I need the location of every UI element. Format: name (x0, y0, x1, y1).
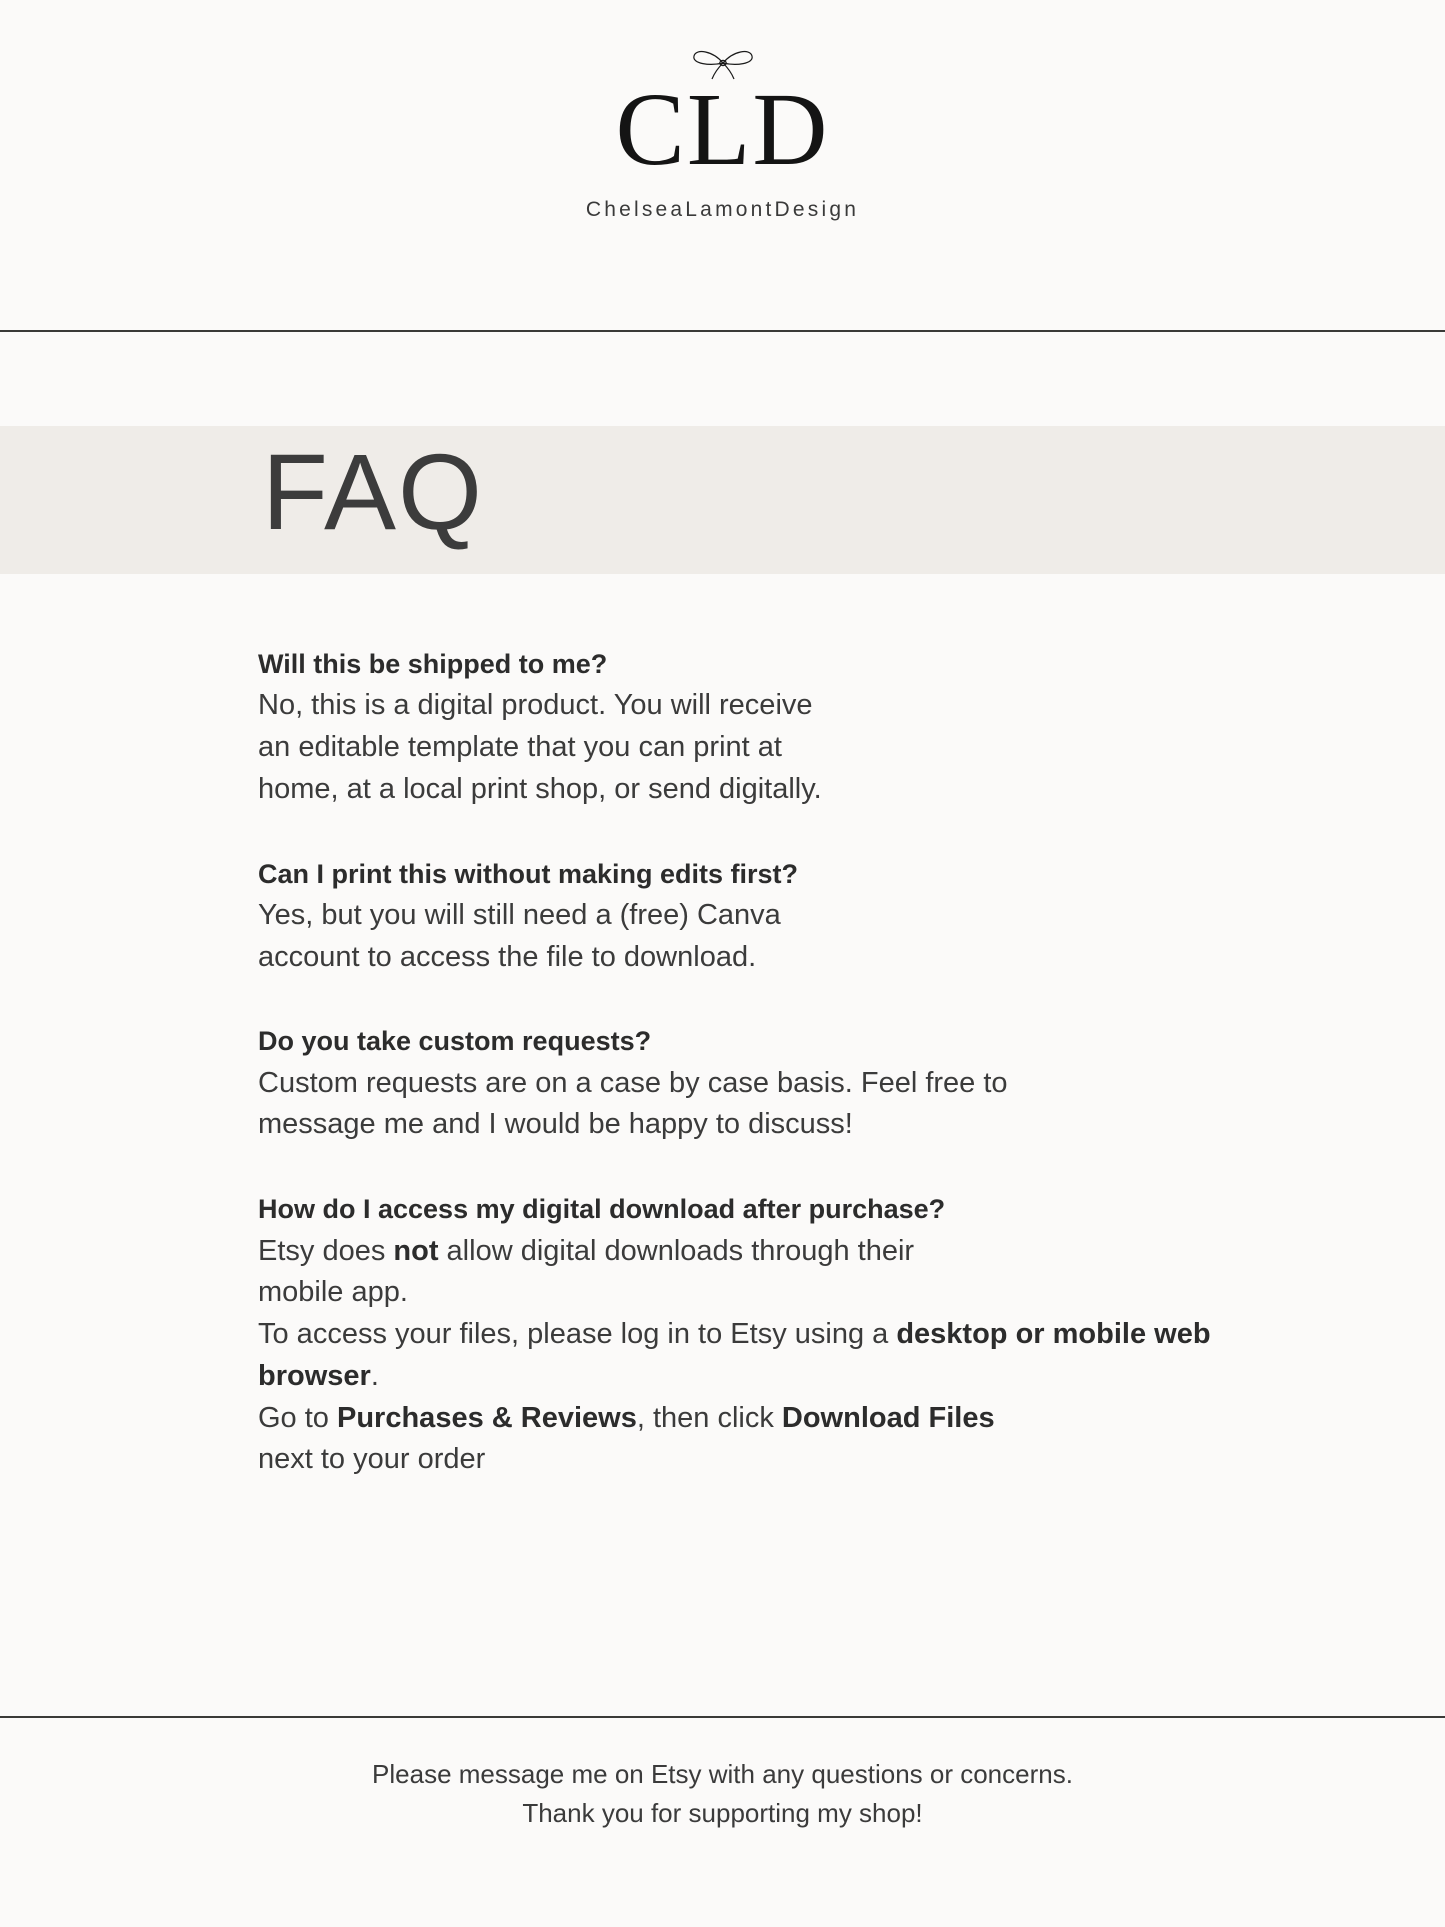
footer-line-2: Thank you for supporting my shop! (522, 1798, 923, 1828)
top-divider (0, 330, 1445, 332)
logo-wordmark: ChelseaLamontDesign (585, 198, 860, 221)
faq-item (258, 1022, 1298, 1146)
page-title: FAQ (262, 431, 485, 552)
faq-answer: Custom requests are on a case by case basis. Feel free to message me and I would be happy to discuss! (258, 1066, 1008, 1141)
footer-line-1: Please message me on Etsy with any questions or concerns. (372, 1759, 1073, 1789)
faq-list (258, 645, 1298, 1525)
faq-answer: No, this is a digital product. You will receive an editable template that you can print at home, at a local print shop, or send digitally. (258, 689, 822, 805)
faq-question: Can I print this without making edits first? (258, 858, 799, 889)
faq-question: Do you take custom requests? (258, 1026, 652, 1057)
faq-answer: Etsy does not allow digital downloads through their mobile app. To access your files, please log in to Etsy using a desktop or mobile web browser. Go to Purchases & Reviews, then click Download Files next to your order (258, 1234, 1211, 1476)
title-band (0, 426, 1445, 574)
faq-question: Will this be shipped to me? (258, 649, 608, 679)
faq-item (258, 855, 1298, 979)
logo-monogram: CLD (615, 72, 830, 187)
faq-item (258, 645, 1298, 811)
bottom-divider (0, 1716, 1445, 1718)
brand-header (0, 0, 1445, 222)
footer (0, 1755, 1445, 1833)
faq-answer: Yes, but you will still need a (free) Canva account to access the file to download. (258, 898, 781, 973)
faq-item (258, 1190, 1298, 1481)
faq-question: How do I access my digital download after purchase? (258, 1194, 946, 1225)
